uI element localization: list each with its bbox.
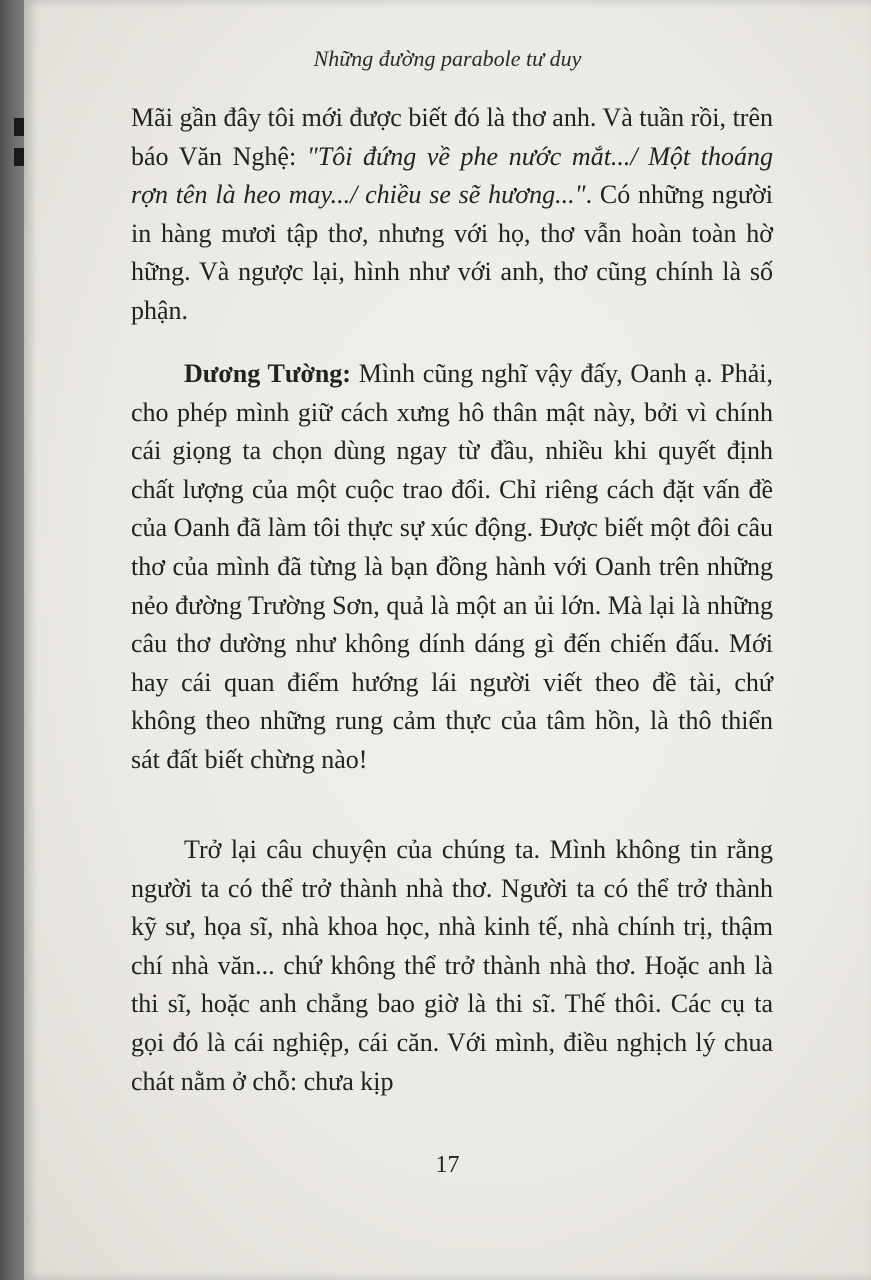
paragraph-2-body: Mình cũng nghĩ vậy đấy, Oanh ạ. Phải, cho phép mình giữ cách xưng hô thân mật này, bởi vì chính cái giọng ta chọn dùng ngay từ đầu, nhiều khi quyết định chất lượng của một cuộc trao đổi. Chỉ riêng cách đặt vấn đề của Oanh đã làm tôi thực sự xúc động. Được biết một đôi câu thơ của mình đã từng là bạn đồng hành với Oanh trên những nẻo đường Trường Sơn, quả là một an ủi lớn. Mà lại là những câu thơ dường như không dính dáng gì đến chiến đấu. Mới hay cái quan điểm hướng lái người viết theo đề tài, chứ không theo những rung cảm thực của tâm hồn, là thô thiển sát đất biết chừng nào! (131, 359, 773, 774)
page-number: 17 (435, 1152, 460, 1178)
speaker-name: Dương Tường: (184, 359, 351, 388)
paragraph-1-lead: Mãi gần đây tôi mới được biết đó là thơ anh. Và tuần rồi, trên báo Văn Nghệ: (131, 103, 773, 171)
paragraph-1 (131, 99, 773, 331)
paragraph-2 (131, 355, 773, 780)
spine-mark (14, 118, 24, 136)
paragraph-3-body: Trở lại câu chuyện của chúng ta. Mình không tin rằng người ta có thể trở thành nhà thơ. Người ta có thể trở thành kỹ sư, họa sĩ, nhà khoa học, nhà kinh tế, nhà chính trị, thậm chí nhà văn... chứ không thể trở thành nhà thơ. Hoặc anh là thi sĩ, hoặc anh chẳng bao giờ là thi sĩ. Thế thôi. Các cụ ta gọi đó là cái nghiệp, cái căn. Với mình, điều nghịch lý chua chát nằm ở chỗ: chưa kịp (131, 835, 773, 1096)
paragraph-3 (131, 831, 773, 1101)
poem-quote: "Tôi đứng về phe nước mắt.../ Một thoáng rợn tên là heo may.../ chiều se sẽ hương..." (131, 141, 774, 210)
paragraph-1-tail: . Có những người in hàng mươi tập thơ, nhưng với họ, thơ vẫn hoàn toàn hờ hững. Và ngược lại, hình như với anh, thơ cũng chính là số phận. (131, 180, 773, 325)
running-header: Những đường parabole tư duy (313, 46, 582, 71)
spine-mark (14, 148, 24, 166)
